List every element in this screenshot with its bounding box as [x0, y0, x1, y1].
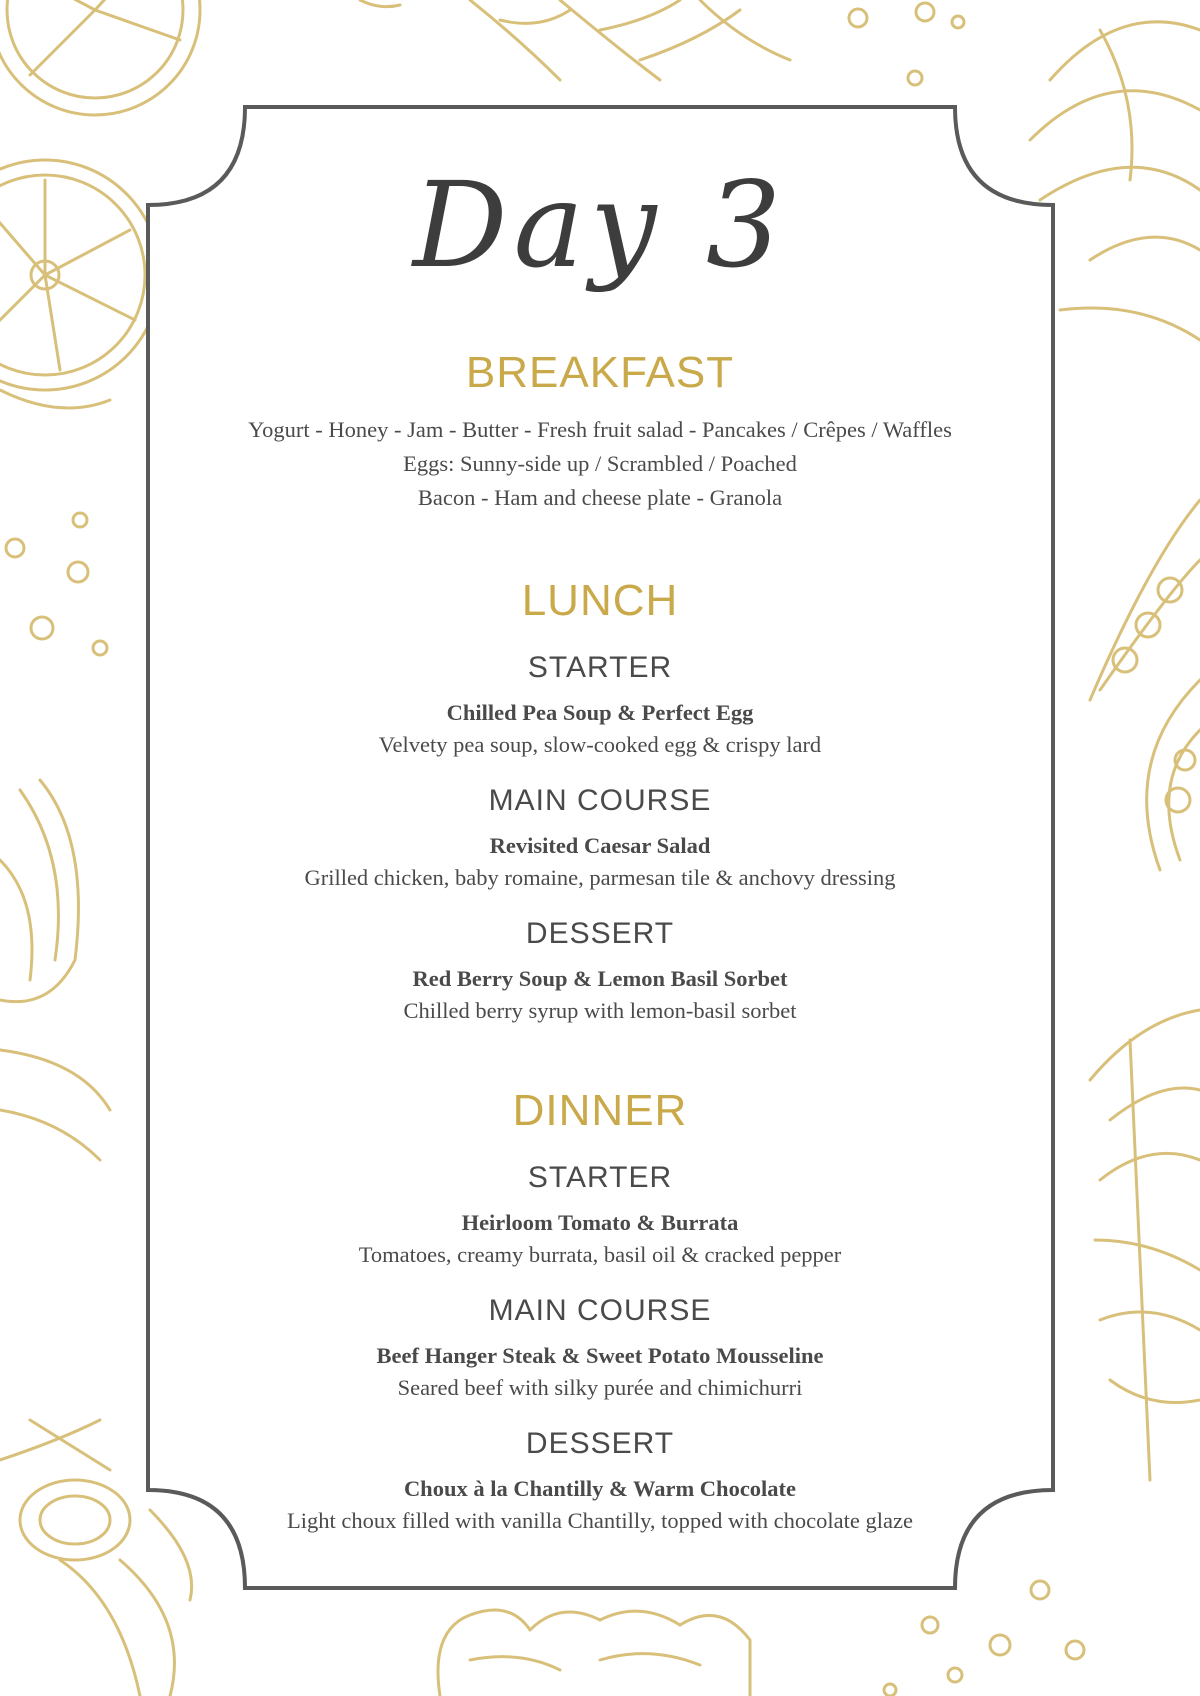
breakfast-line: Yogurt - Honey - Jam - Butter - Fresh fruit salad - Pancakes / Crêpes / Waffles — [248, 417, 952, 442]
dinner-dessert-label: DESSERT — [525, 1427, 675, 1460]
breakfast-heading: BREAKFAST — [465, 348, 735, 397]
lunch-starter-desc: Velvety pea soup, slow-cooked egg & crispy lard — [378, 732, 822, 757]
lunch-dessert-desc: Chilled berry syrup with lemon-basil sorbet — [403, 998, 797, 1023]
lunch-dessert-name: Red Berry Soup & Lemon Basil Sorbet — [412, 966, 788, 991]
dinner-main-name: Beef Hanger Steak & Sweet Potato Mousseline — [376, 1343, 824, 1368]
lunch-starter-label: STARTER — [527, 651, 673, 684]
dinner-main-desc: Seared beef with silky purée and chimichurri — [397, 1375, 803, 1400]
dinner-starter-desc: Tomatoes, creamy burrata, basil oil & cracked pepper — [358, 1242, 842, 1267]
dinner-dessert-desc: Light choux filled with vanilla Chantilly, topped with chocolate glaze — [287, 1508, 913, 1533]
dinner-heading: DINNER — [512, 1086, 688, 1135]
lunch-main-desc: Grilled chicken, baby romaine, parmesan tile & anchovy dressing — [304, 865, 896, 890]
breakfast-line: Eggs: Sunny-side up / Scrambled / Poached — [403, 451, 797, 476]
lunch-heading: LUNCH — [521, 576, 679, 625]
breakfast-line: Bacon - Ham and cheese plate - Granola — [417, 485, 783, 510]
menu-content — [150, 105, 1050, 1585]
dinner-starter-label: STARTER — [527, 1161, 673, 1194]
lunch-main-name: Revisited Caesar Salad — [489, 833, 711, 858]
dinner-dessert-name: Choux à la Chantilly & Warm Chocolate — [403, 1476, 797, 1501]
dinner-starter-name: Heirloom Tomato & Burrata — [461, 1210, 739, 1235]
day-title: Day 3 — [412, 156, 788, 294]
lunch-dessert-label: DESSERT — [525, 917, 675, 950]
lunch-main-label: MAIN COURSE — [488, 784, 712, 817]
dinner-main-label: MAIN COURSE — [488, 1294, 712, 1327]
lunch-starter-name: Chilled Pea Soup & Perfect Egg — [446, 700, 754, 725]
